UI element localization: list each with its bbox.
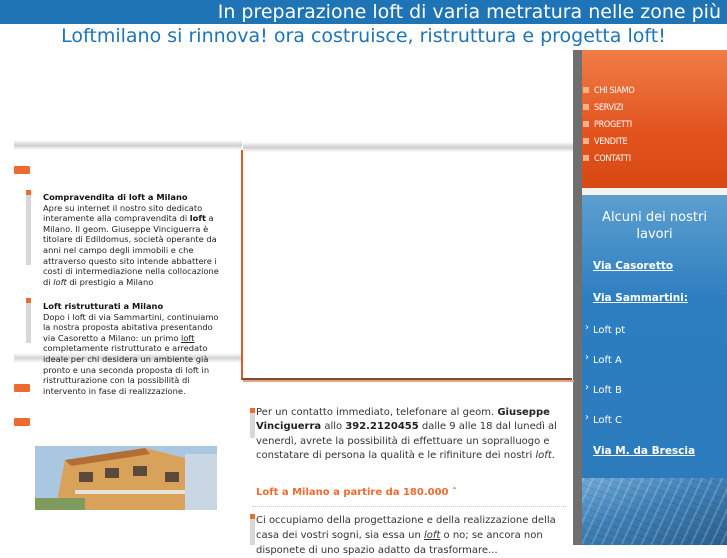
nav-servizi[interactable]: SERVIZI bbox=[594, 103, 624, 113]
arrow-icon: › bbox=[585, 412, 589, 423]
arrow-icon: › bbox=[585, 382, 589, 393]
link-loft-pt[interactable]: Loft pt bbox=[593, 325, 626, 336]
bullet-icon bbox=[250, 408, 255, 438]
loft-building-photo bbox=[35, 446, 217, 510]
top-banner bbox=[0, 0, 727, 24]
page-headline: Loftmilano si rinnova! ora costruisce, ristruttura e progetta loft! bbox=[61, 25, 666, 47]
arrow-icon: › bbox=[585, 352, 589, 363]
link-via-brescia[interactable]: Via M. da Brescia bbox=[593, 445, 696, 457]
nav-vendite[interactable]: VENDITE bbox=[594, 137, 628, 147]
image-frame bbox=[241, 150, 572, 380]
contact-paragraph: Per un contatto immediato, telefonare al geom. Giuseppe Vinciguerra allo 392.2120455 dalle 9 alle 18 dal lunedì al venerdì, avrete la possibilità di effettuare un sopralluogo e constatare di persona la qualità e le rifiniture dei nostri loft. bbox=[256, 407, 557, 462]
orange-marker bbox=[14, 418, 30, 426]
divider bbox=[252, 506, 566, 507]
orange-marker bbox=[14, 166, 30, 174]
contact-name: Giuseppe Vinciguerra bbox=[256, 407, 550, 433]
nav-spacer bbox=[582, 188, 727, 195]
works-title: Alcuni dei nostri lavori bbox=[602, 210, 707, 242]
link-loft-a[interactable]: Loft A bbox=[593, 355, 622, 366]
article-title: Loft ristrutturati a Milano bbox=[43, 301, 164, 311]
article-compravendita: Compravendita di loft a Milano Apre su internet il nostro sito dedicato interamente alla compravendita di loft a Milano. Il geom. Giuseppe Vinciguerra è titolare di Edildomus, società operante da anni nel campo degli immobili e che attraverso questo sito intende abbattere i costi di intermediazione nella collocazione di loft di prestigio a Milano bbox=[43, 192, 219, 287]
link-loft-b[interactable]: Loft B bbox=[593, 385, 622, 396]
building-photo bbox=[582, 478, 727, 545]
link-loft-c[interactable]: Loft C bbox=[593, 415, 622, 426]
orange-marker bbox=[14, 384, 30, 392]
link-via-casoretto[interactable]: Via Casoretto bbox=[593, 260, 674, 272]
price-headline: Loft a Milano a partire da 180.000 ˆ bbox=[256, 487, 457, 498]
left-rule bbox=[26, 195, 31, 265]
link-via-sammartini[interactable]: Via Sammartini: bbox=[593, 292, 688, 304]
article-ristrutturati: Loft ristrutturati a Milano Dopo i loft di via Sammartini, continuiamo la nostra proposta abitativa presentando via Casoretto a Milano: un primo loft completamente ristrutturato e arredato ideale per chi desidera un ambiente già pronto e una seconda proposta di loft in ristrutturazione con la possibilità di intervento in fase di realizzazione. bbox=[43, 301, 219, 396]
arrow-icon: › bbox=[585, 322, 589, 333]
left-rule bbox=[26, 303, 31, 343]
banner-text: In preparazione loft di varia metratura nelle zone più bbox=[217, 1, 721, 23]
gray-band bbox=[14, 140, 242, 150]
bullet-icon bbox=[250, 514, 255, 545]
main-nav bbox=[582, 50, 727, 188]
design-paragraph: Ci occupiamo della progettazione e della realizzazione della casa dei vostri sogni, sia essa un loft o no; se ancora non disponete di uno spazio adatto da trasformare... bbox=[256, 515, 556, 556]
grey-divider bbox=[573, 50, 582, 545]
article-title: Compravendita di loft a Milano bbox=[43, 192, 188, 202]
nav-contatti[interactable]: CONTATTI bbox=[594, 154, 631, 164]
nav-chi-siamo[interactable]: CHI SIAMO bbox=[594, 86, 635, 96]
contact-phone: 392.2120455 bbox=[345, 421, 419, 433]
nav-progetti[interactable]: PROGETTI bbox=[594, 120, 632, 130]
